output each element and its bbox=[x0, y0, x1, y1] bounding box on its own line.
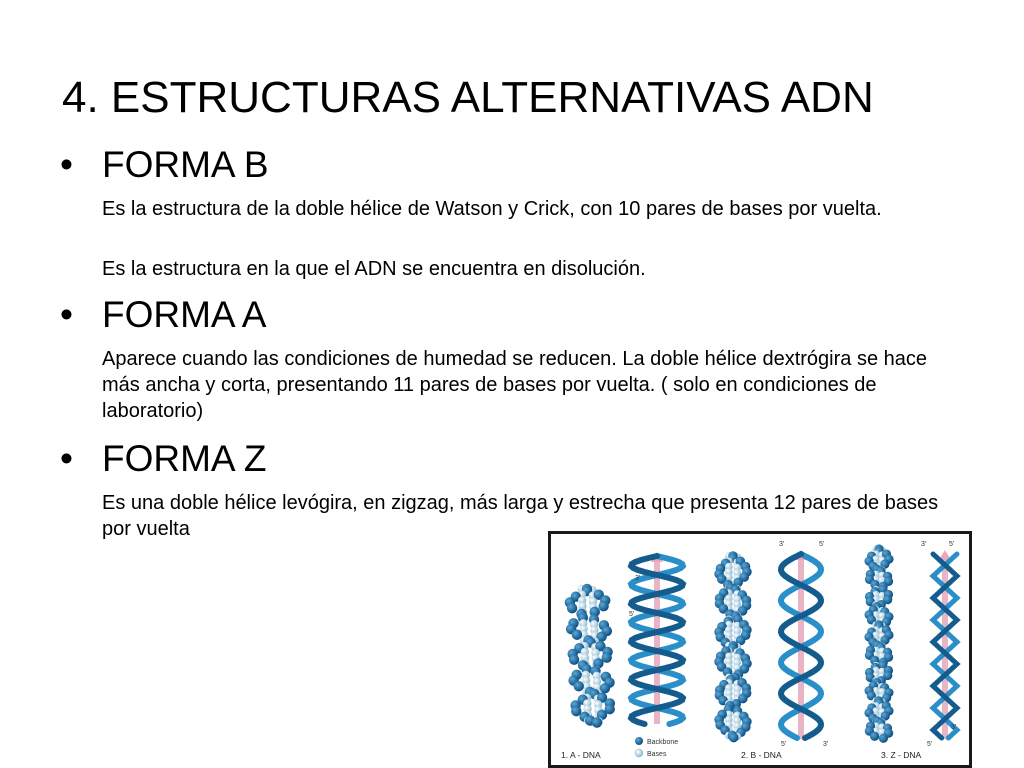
bullet-glyph: • bbox=[60, 438, 73, 479]
section-b-paragraph-1: Es la estructura de la doble hélice de Watson y Crick, con 10 pares de bases por vuelta. bbox=[102, 198, 882, 220]
dna-forms-illustration bbox=[551, 534, 969, 765]
backbone-atom bbox=[879, 734, 888, 743]
end-label-5prime: 5' bbox=[819, 541, 825, 548]
legend-backbone-label: Backbone bbox=[647, 739, 679, 746]
bullet-glyph: • bbox=[60, 144, 73, 185]
z-dna-ribbon-model bbox=[933, 550, 957, 739]
end-label-3prime: 3' bbox=[779, 541, 785, 548]
section-z-paragraph-1: Es una doble hélice levógira, en zigzag, más larga y estrecha que presenta 12 pares de bases por vuelta bbox=[102, 492, 939, 540]
z-dna-spacefill-model bbox=[864, 544, 893, 742]
section-b-heading bbox=[60, 144, 269, 186]
end-label-3prime: 3' bbox=[823, 741, 829, 748]
b-dna-ribbon-model bbox=[781, 550, 821, 739]
section-a-title: FORMA A bbox=[102, 294, 267, 335]
section-b-title: FORMA B bbox=[102, 144, 269, 185]
caption-a-dna: 1. A - DNA bbox=[561, 750, 601, 760]
section-z-heading bbox=[60, 438, 266, 480]
legend-bases-swatch bbox=[635, 749, 643, 757]
end-label-3prime: 3' bbox=[635, 575, 641, 582]
legend-bases-label: Bases bbox=[647, 751, 667, 758]
section-z-title: FORMA Z bbox=[102, 438, 267, 479]
end-label-5prime: 5' bbox=[781, 741, 787, 748]
end-label-3prime: 3' bbox=[921, 541, 927, 548]
caption-b-dna: 2. B - DNA bbox=[741, 750, 782, 760]
section-b-paragraph-2: Es la estructura en la que el ADN se encuentra en disolución. bbox=[102, 258, 646, 280]
slide-title: 4. ESTRUCTURAS ALTERNATIVAS ADN bbox=[62, 73, 874, 122]
end-label-3prime: 3' bbox=[951, 724, 957, 731]
section-a-paragraph-1: Aparece cuando las condiciones de humedad se reducen. La doble hélice dextrógira se hace más ancha y corta, presentando 11 pares de bases por vuelta. ( solo en condiciones de laboratorio) bbox=[102, 348, 927, 422]
end-label-5prime: 5' bbox=[927, 741, 933, 748]
backbone-atom bbox=[870, 732, 879, 741]
backbone-atom bbox=[729, 733, 739, 743]
caption-z-dna: 3. Z - DNA bbox=[881, 750, 922, 760]
end-label-5prime: 5' bbox=[629, 611, 635, 618]
legend-backbone-swatch bbox=[635, 737, 643, 745]
backbone-atom bbox=[598, 601, 608, 611]
a-dna-spacefill-model bbox=[565, 584, 615, 728]
backbone-atom bbox=[574, 681, 584, 691]
dna-forms-figure bbox=[548, 531, 972, 768]
backbone-atom bbox=[567, 603, 577, 613]
b-dna-spacefill-model bbox=[714, 551, 752, 742]
section-a-heading bbox=[60, 294, 266, 336]
end-label-5prime: 5' bbox=[949, 541, 955, 548]
backbone-atom bbox=[569, 654, 579, 664]
backbone-atom bbox=[592, 717, 602, 727]
bullet-glyph: • bbox=[60, 294, 73, 335]
